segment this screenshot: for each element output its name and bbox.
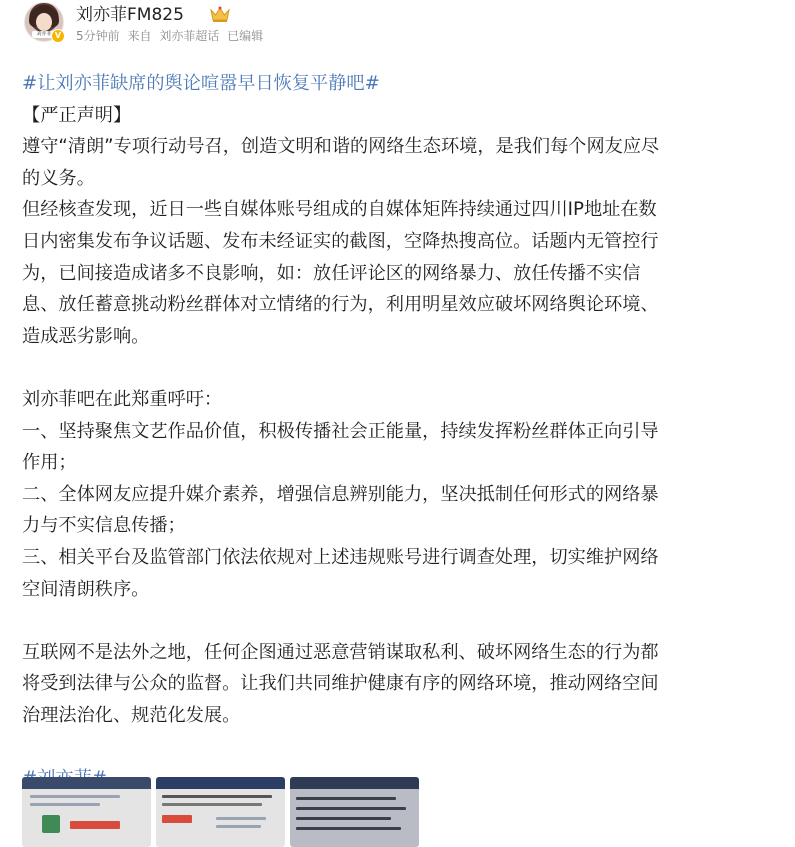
appeal-point-line: 三、相关平台及监管部门依法依规对上述违规账号进行调查处理，切实维护网络 xyxy=(22,546,659,568)
thumbnail-text-line xyxy=(162,803,262,806)
blank-line xyxy=(22,731,774,763)
thumbnail-highlight xyxy=(162,815,192,823)
thumbnail-text-line xyxy=(216,825,261,828)
thumbnail-text-line xyxy=(216,817,266,820)
image-thumbnail[interactable] xyxy=(22,777,151,847)
topic-title-link[interactable]: #让刘亦菲缺席的舆论喧嚣早日恢复平静吧# xyxy=(22,73,380,94)
closing-line: 治理法治化、规范化发展。 xyxy=(22,704,241,726)
appeal-point-line: 作用； xyxy=(22,452,77,474)
appeal-point-line: 力与不实信息传播； xyxy=(22,515,186,537)
paragraph-line: 为，已间接造成诸多不良影响，如：放任评论区的网络暴力、放任传播不实信 xyxy=(22,262,641,284)
thumbnail-header xyxy=(156,777,285,789)
thumbnail-text-line xyxy=(30,795,120,798)
appeal-point-line: 二、全体网友应提升媒介素养，增强信息辨别能力，坚决抵制任何形式的网络暴 xyxy=(22,483,659,505)
image-thumbnail[interactable] xyxy=(156,777,285,847)
edited-label: 已编辑 xyxy=(227,29,264,43)
from-label: 来自 xyxy=(127,29,152,43)
appeal-point-line: 一、坚持聚焦文艺作品价值，积极传播社会正能量，持续发挥粉丝群体正向引导 xyxy=(22,420,659,442)
post-time: 5分钟前 xyxy=(76,29,120,43)
thumbnail-text-line xyxy=(162,795,272,798)
thumbnail-figure xyxy=(42,815,60,833)
thumbnail-header xyxy=(290,777,419,789)
blank-line xyxy=(22,352,774,384)
crown-icon xyxy=(209,5,231,23)
paragraph-line: 遵守“清朗”专项行动号召，创造文明和谐的网络生态环境，是我们每个网友应尽 xyxy=(22,136,660,158)
paragraph-line: 但经核查发现，近日一些自媒体账号组成的自媒体矩阵持续通过四川IP地址在数 xyxy=(22,199,657,221)
paragraph-line: 日内密集发布争议话题、发布未经证实的截图，空降热搜高位。话题内无管控行 xyxy=(22,230,659,252)
thumbnail-text-line xyxy=(30,803,100,806)
thumbnail-highlight xyxy=(70,821,120,829)
avatar-face xyxy=(36,13,52,31)
statement-heading: 【严正声明】 xyxy=(22,104,132,126)
thumbnail-header xyxy=(22,777,151,789)
paragraph-line: 的义务。 xyxy=(22,167,95,189)
verified-badge-icon: V xyxy=(51,29,65,43)
post-meta xyxy=(76,28,267,44)
image-thumbnail[interactable] xyxy=(290,777,419,847)
appeal-intro: 刘亦菲吧在此郑重呼吁： xyxy=(22,388,223,410)
post-content xyxy=(22,68,774,795)
blank-line xyxy=(22,605,774,637)
thumbnail-text-line xyxy=(296,817,391,820)
username[interactable]: 刘亦菲FM825 xyxy=(76,5,184,25)
thumbnail-text-line xyxy=(296,827,401,830)
appeal-point-line: 空间清朗秩序。 xyxy=(22,578,150,600)
thumbnail-text-line xyxy=(296,807,406,810)
closing-line: 将受到法律与公众的监督。让我们共同维护健康有序的网络环境，推动网络空间 xyxy=(22,673,659,695)
paragraph-line: 息、放任蓄意挑动粉丝群体对立情绪的行为，利用明星效应破坏网络舆论环境、 xyxy=(22,294,659,316)
thumbnail-text-line xyxy=(296,797,396,800)
closing-line: 互联网不是法外之地，任何企图通过恶意营销谋取私利、破坏网络生态的行为都 xyxy=(22,641,659,663)
avatar-tag: 刘亦菲 xyxy=(32,31,56,38)
paragraph-line: 造成恶劣影响。 xyxy=(22,325,150,347)
source-link[interactable]: 刘亦菲超话 xyxy=(159,29,220,43)
